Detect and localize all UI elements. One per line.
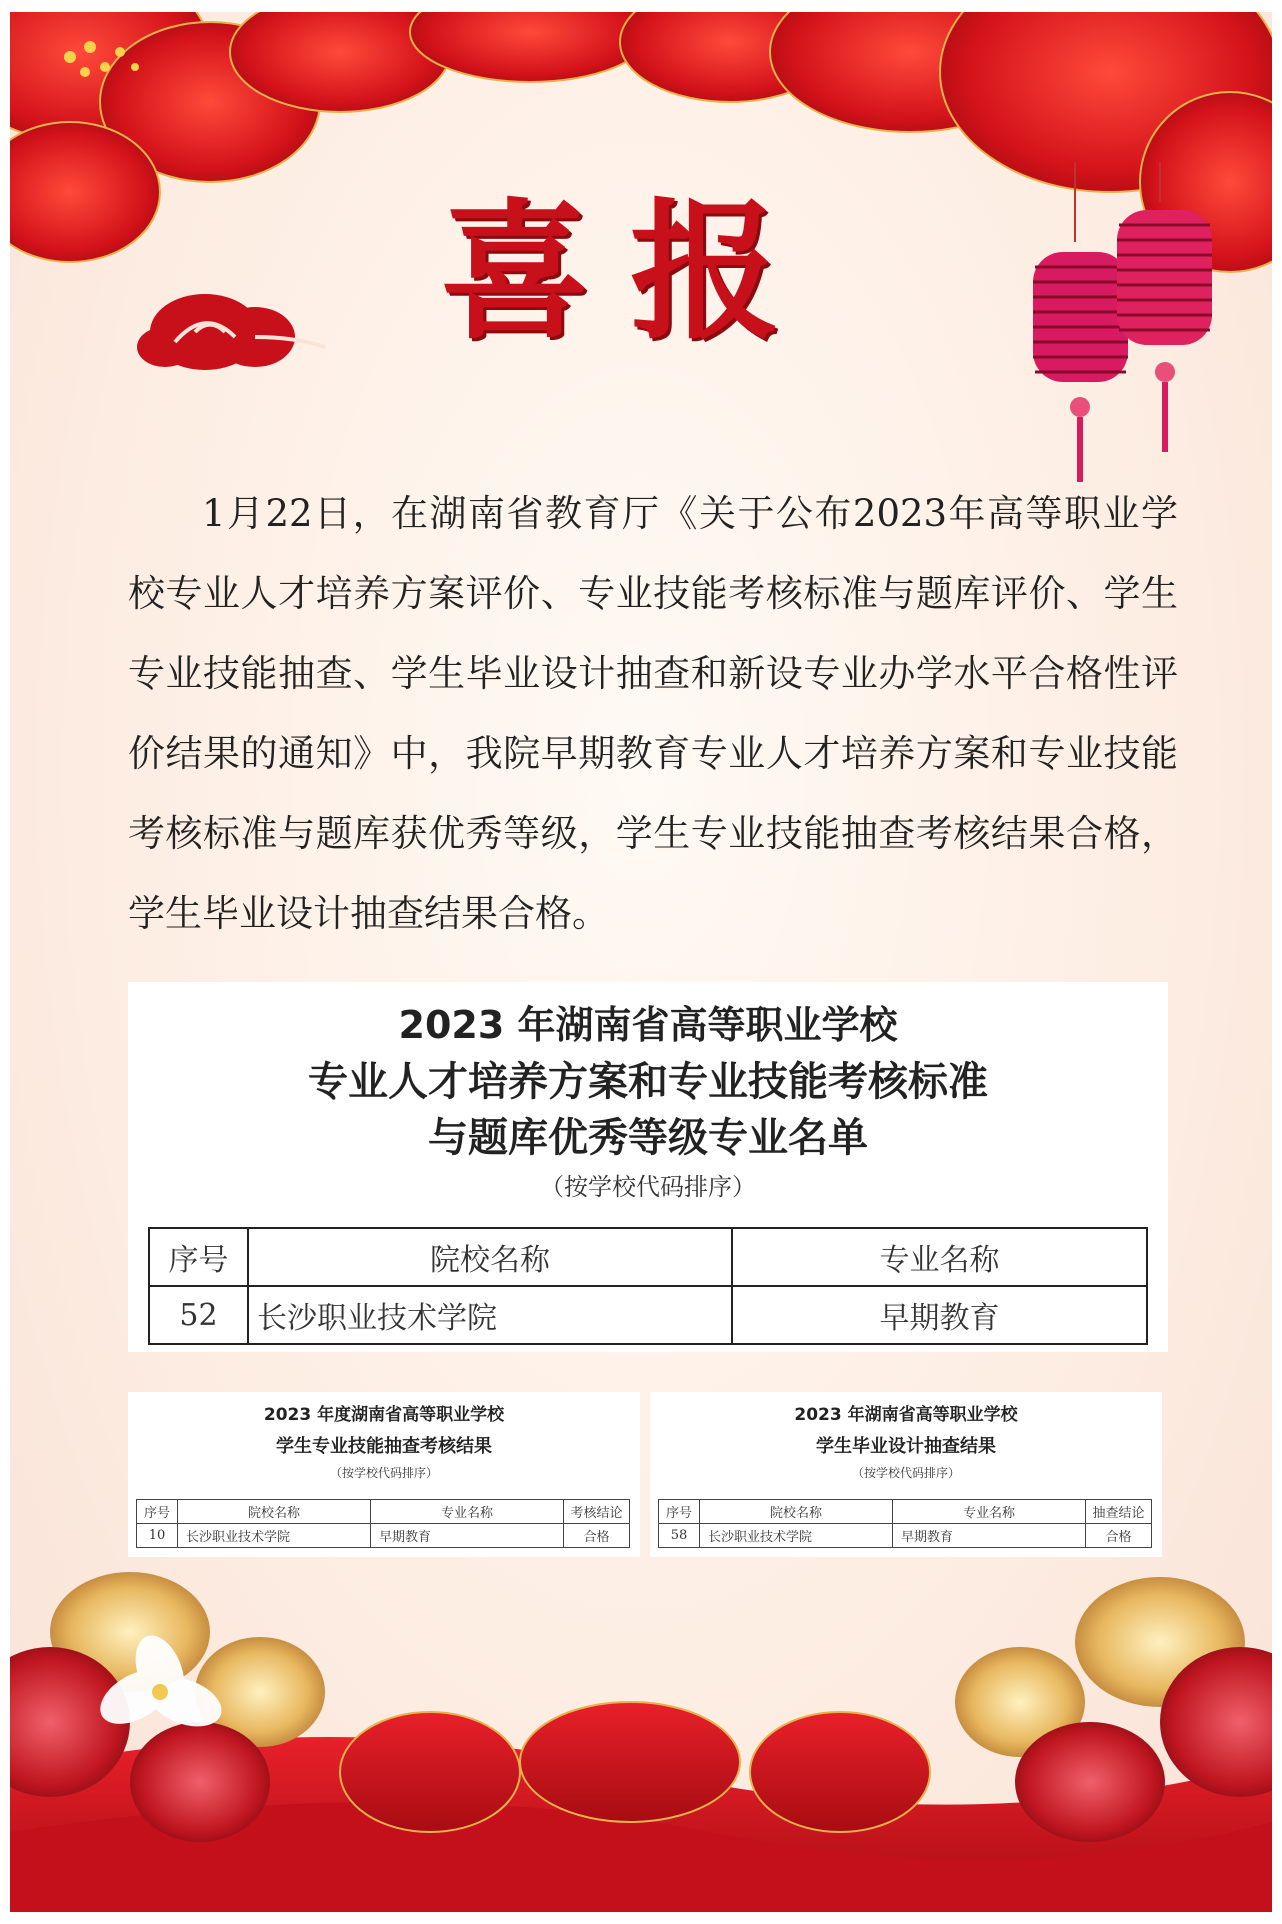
header-cell: 序号 [659,1500,700,1524]
graduation-design-panel [650,1392,1162,1557]
table-cell: 58 [659,1524,700,1548]
table-cell: 早期教育 [893,1524,1086,1548]
table-row [137,1524,630,1548]
table-cell: 早期教育 [371,1524,564,1548]
header-cell: 专业名称 [732,1228,1147,1286]
header-cell: 院校名称 [178,1500,371,1524]
poster [10,12,1272,1912]
announcement-paragraph: 1月22日，在湖南省教育厅《关于公布2023年高等职业学校专业人才培养方案评价、专业技能考核标准与题库评价、学生专业技能抽查、学生毕业设计抽查和新设专业办学水平合格性评价结果的通知》中，我院早期教育专业人才培养方案和专业技能考核标准与题库获优秀等级，学生专业技能抽查考核结果合格，学生毕业设计抽查结果合格。 [128,492,1178,935]
skill-check-table [136,1499,630,1548]
skill-subtitle: （按学校代码排序） [329,1466,438,1480]
skill-title-line1: 2023 年度湖南省高等职业学校 [263,1405,505,1425]
header-cell: 抽查结论 [1086,1500,1152,1524]
page-title: 喜报 [440,184,821,360]
header-cell: 序号 [149,1228,248,1286]
graduation-design-table [658,1499,1152,1548]
panel-subtitle: （按学校代码排序） [540,1173,756,1201]
header-cell: 序号 [137,1500,178,1524]
panel-title-line2: 专业人才培养方案和专业技能考核标准 [308,1059,988,1105]
panel-title-line1: 2023 年湖南省高等职业学校 [398,1003,898,1047]
design-subtitle: （按学校代码排序） [851,1466,960,1480]
skill-check-panel [128,1392,640,1557]
bottom-flowers-decoration [10,1572,1272,1912]
table-cell: 10 [137,1524,178,1548]
table-cell: 52 [149,1286,248,1344]
table-row [659,1524,1152,1548]
header-cell: 院校名称 [700,1500,893,1524]
table-cell: 合格 [564,1524,630,1548]
header-cell: 院校名称 [248,1228,732,1286]
table-header-row [149,1228,1147,1286]
table-cell: 长沙职业技术学院 [178,1524,371,1548]
design-title-line2: 学生毕业设计抽查结果 [816,1436,996,1457]
skill-title-line2: 学生专业技能抽查考核结果 [276,1436,492,1457]
table-cell: 长沙职业技术学院 [248,1286,732,1344]
header-cell: 专业名称 [371,1500,564,1524]
table-cell: 合格 [1086,1524,1152,1548]
table-cell: 早期教育 [732,1286,1147,1344]
table-header-row [659,1500,1152,1524]
design-title-line1: 2023 年湖南省高等职业学校 [794,1405,1018,1425]
table-cell: 长沙职业技术学院 [700,1524,893,1548]
panel-title-line3: 与题库优秀等级专业名单 [428,1115,868,1161]
table-header-row [137,1500,630,1524]
lantern-icon [1015,162,1245,492]
table-row [149,1286,1147,1344]
cloud-icon [135,282,335,382]
excellent-majors-table [148,1227,1148,1345]
header-cell: 专业名称 [893,1500,1086,1524]
header-cell: 考核结论 [564,1500,630,1524]
excellent-majors-panel [128,982,1168,1352]
